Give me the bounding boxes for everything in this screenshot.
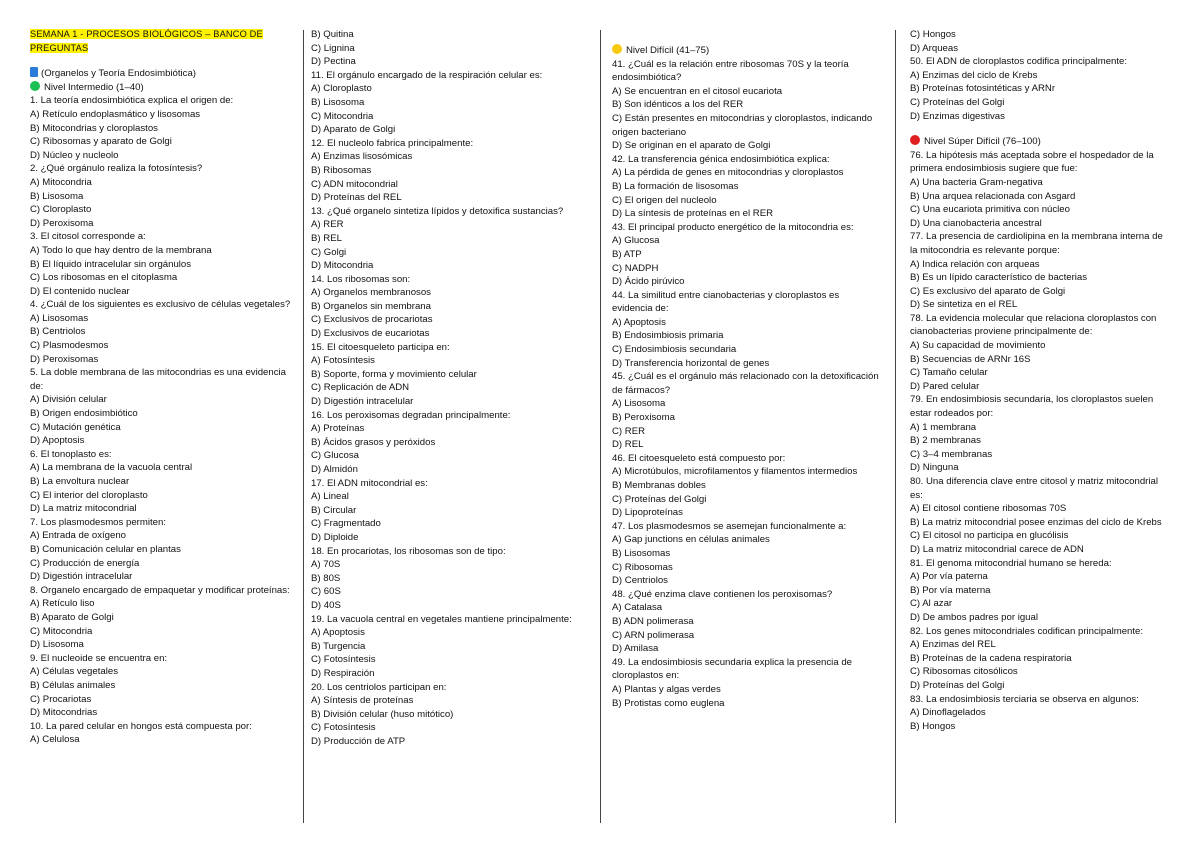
- column-1: [30, 28, 292, 747]
- question-text: 83. La endosimbiosis terciaria se observa en algunos:: [910, 693, 1139, 705]
- answer-option: B) Membranas dobles: [612, 480, 706, 491]
- question-text: 6. El tonoplasto es:: [30, 448, 112, 460]
- answer-option: D) La matriz mitocondrial carece de ADN: [910, 543, 1084, 555]
- column-divider: [895, 30, 896, 823]
- answer-option: C) Mitocondria: [30, 625, 93, 637]
- answer-option: D) Aparato de Golgi: [311, 124, 396, 136]
- answer-option: B) Es un lípido característico de bacterias: [910, 272, 1088, 284]
- answer-option: D) Ninguna: [910, 462, 959, 474]
- answer-option: C) Están presentes en mitocondrias y cloroplastos, indicando origen bacteriano: [612, 112, 873, 138]
- answer-option: C) Los ribosomas en el citoplasma: [30, 272, 178, 284]
- answer-option: A) Apoptosis: [311, 627, 365, 639]
- answer-option: C) Ribosomas y aparato de Golgi: [30, 136, 172, 148]
- answer-option: B) La envoltura nuclear: [30, 476, 130, 487]
- answer-option: B) Lisosoma: [30, 190, 84, 202]
- answer-option: B) La formación de lisosomas: [612, 180, 739, 192]
- answer-option: D) Se originan en el aparato de Golgi: [612, 140, 771, 152]
- answer-option: D) Núcleo y nucleolo: [30, 149, 119, 161]
- answer-option: C) Fotosíntesis: [311, 654, 376, 666]
- answer-option: A) Catalasa: [612, 602, 663, 614]
- answer-option: B) Aparato de Golgi: [30, 611, 114, 623]
- question-list: [612, 58, 880, 711]
- answer-option: B) 80S: [311, 572, 341, 584]
- answer-option: D) Almidón: [311, 464, 358, 475]
- answer-option: C) Cloroplasto: [30, 204, 92, 216]
- answer-option: D) 40S: [311, 599, 341, 611]
- answer-option: C) NADPH: [612, 262, 659, 274]
- column-3: [612, 44, 880, 710]
- question-text: 1. La teoría endosimbiótica explica el origen de:: [30, 95, 234, 107]
- answer-option: A) Proteínas: [311, 423, 365, 435]
- answer-option: D) La matriz mitocondrial: [30, 503, 137, 515]
- answer-option: A) Organelos membranosos: [311, 287, 431, 299]
- answer-option: D) De ambos padres por igual: [910, 611, 1038, 623]
- answer-option: C) Proteínas del Golgi: [910, 96, 1005, 108]
- answer-option: D) Peroxisomas: [30, 353, 99, 365]
- answer-option: D) Proteínas del REL: [311, 192, 402, 204]
- question-text: 45. ¿Cuál es el orgánulo más relacionado con la detoxificación de fármacos?: [612, 371, 879, 396]
- book-icon: [30, 67, 38, 77]
- level-heading-super: Nivel Súper Difícil (76–100): [910, 135, 1172, 149]
- answer-option: D) Diploide: [311, 531, 359, 543]
- question-text: 17. El ADN mitocondrial es:: [311, 477, 428, 489]
- answer-option: C) Lignina: [311, 42, 355, 54]
- answer-option: B) División celular (huso mitótico): [311, 708, 454, 720]
- answer-option: D) Respiración: [311, 667, 375, 679]
- question-text: 44. La similitud entre cianobacterias y cloroplastos es evidencia de:: [612, 289, 840, 315]
- green-circle-icon: [30, 81, 40, 91]
- answer-option: C) Hongos: [910, 29, 956, 40]
- answer-option: A) Entrada de oxígeno: [30, 530, 127, 542]
- answer-option: A) Gap junctions en células animales: [612, 534, 770, 546]
- answer-option: D) Lipoproteínas: [612, 507, 683, 519]
- question-text: 2. ¿Qué orgánulo realiza la fotosíntesis?: [30, 163, 203, 175]
- answer-option: B) Son idénticos a los del RER: [612, 99, 744, 111]
- answer-option: C) Tamaño celular: [910, 367, 988, 379]
- answer-option: A) Síntesis de proteínas: [311, 695, 414, 707]
- answer-option: C) El interior del cloroplasto: [30, 489, 148, 501]
- answer-option: B) La matriz mitocondrial posee enzimas del ciclo de Krebs: [910, 516, 1162, 528]
- question-text: 15. El citoesqueleto participa en:: [311, 341, 450, 353]
- answer-option: D) Producción de ATP: [311, 735, 406, 747]
- answer-option: C) Glucosa: [311, 450, 359, 462]
- answer-option: B) REL: [311, 232, 342, 244]
- answer-option: C) Producción de energía: [30, 557, 140, 569]
- answer-option: C) Endosimbiosis secundaria: [612, 344, 737, 356]
- answer-option: D) Pared celular: [910, 380, 980, 392]
- column-2: [311, 28, 583, 748]
- question-text: 41. ¿Cuál es la relación entre ribosomas 70S y la teoría endosimbiótica?: [612, 58, 849, 84]
- section-heading: (Organelos y Teoría Endosimbiótica): [30, 67, 292, 81]
- answer-option: A) Por vía paterna: [910, 571, 988, 583]
- answer-option: B) ADN polimerasa: [612, 615, 694, 627]
- question-text: 82. Los genes mitocondriales codifican principalmente:: [910, 625, 1144, 637]
- answer-option: D) Pectina: [311, 56, 356, 68]
- question-text: 13. ¿Qué organelo sintetiza lípidos y detoxifica sustancias?: [311, 205, 564, 217]
- answer-option: D) Mitocondrias: [30, 707, 98, 719]
- answer-option: C) Fragmentado: [311, 518, 381, 530]
- answer-option: D) Arqueas: [910, 42, 958, 54]
- answer-option: D) Transferencia horizontal de genes: [612, 357, 770, 369]
- answer-option: D) Se sintetiza en el REL: [910, 299, 1018, 311]
- question-text: 78. La evidencia molecular que relaciona cloroplastos con cianobacterias proviene principalmente de:: [910, 312, 1157, 338]
- answer-option: A) Apoptosis: [612, 316, 666, 328]
- question-text: 42. La transferencia génica endosimbiótica explica:: [612, 153, 830, 165]
- answer-option: C) Mitocondria: [311, 110, 374, 122]
- question-text: 77. La presencia de cardiolipina en la membrana interna de la mitocondria es relevante porque:: [910, 231, 1163, 256]
- question-text: 81. El genoma mitocondrial humano se hereda:: [910, 557, 1112, 569]
- question-text: 19. La vacuola central en vegetales mantiene principalmente:: [311, 613, 572, 625]
- question-list: [30, 94, 292, 747]
- answer-option: A) Células vegetales: [30, 666, 118, 678]
- answer-option: C) Es exclusivo del aparato de Golgi: [910, 285, 1066, 297]
- question-text: 79. En endosimbiosis secundaria, los cloroplastos suelen estar rodeados por:: [910, 394, 1154, 420]
- question-text: 7. Los plasmodesmos permiten:: [30, 516, 166, 528]
- question-text: 43. El principal producto energético de la mitocondria es:: [612, 221, 854, 233]
- level-heading-intermedio: Nivel Intermedio (1–40): [30, 81, 292, 95]
- question-list: [910, 28, 1172, 123]
- answer-option: A) Lisosoma: [612, 398, 666, 410]
- answer-option: A) Todo lo que hay dentro de la membrana: [30, 244, 212, 256]
- answer-option: B) Una arquea relacionada con Asgard: [910, 190, 1076, 202]
- answer-option: C) ADN mitocondrial: [311, 178, 398, 190]
- answer-option: C) Procariotas: [30, 693, 92, 705]
- answer-option: B) Protistas como euglena: [612, 697, 725, 709]
- answer-option: B) Lisosoma: [311, 96, 365, 108]
- question-text: 10. La pared celular en hongos está compuesta por:: [30, 720, 252, 732]
- answer-option: B) 2 membranas: [910, 435, 981, 447]
- question-text: 46. El citoesqueleto está compuesto por:: [612, 452, 786, 464]
- question-text: 9. El nucleoide se encuentra en:: [30, 652, 168, 664]
- answer-option: C) El origen del nucleolo: [612, 194, 717, 206]
- answer-option: B) Por vía materna: [910, 584, 991, 596]
- answer-option: B) Ribosomas: [311, 164, 372, 176]
- question-text: 48. ¿Qué enzima clave contienen los peroxisomas?: [612, 588, 833, 600]
- answer-option: C) Al azar: [910, 598, 953, 610]
- answer-option: C) Replicación de ADN: [311, 382, 410, 394]
- answer-option: A) Fotosíntesis: [311, 355, 375, 367]
- answer-option: C) Ribosomas citosólicos: [910, 666, 1018, 678]
- answer-option: A) La membrana de la vacuola central: [30, 462, 193, 474]
- answer-option: D) Proteínas del Golgi: [910, 679, 1005, 691]
- red-circle-icon: [910, 135, 920, 145]
- answer-option: D) Mitocondria: [311, 260, 374, 272]
- answer-option: A) Enzimas lisosómicas: [311, 151, 413, 163]
- answer-option: D) La síntesis de proteínas en el RER: [612, 208, 774, 220]
- answer-option: A) Cloroplasto: [311, 83, 372, 95]
- answer-option: D) Una cianobacteria ancestral: [910, 217, 1042, 229]
- answer-option: B) Origen endosimbiótico: [30, 408, 138, 420]
- column-divider: [600, 30, 601, 823]
- answer-option: C) Fotosíntesis: [311, 722, 376, 734]
- answer-option: C) Una eucariota primitiva con núcleo: [910, 204, 1070, 216]
- answer-option: C) Plasmodesmos: [30, 340, 109, 352]
- answer-option: B) Peroxisoma: [612, 412, 675, 424]
- answer-option: D) Lisosoma: [30, 639, 84, 651]
- question-text: 11. El orgánulo encargado de la respiración celular es:: [311, 69, 543, 81]
- answer-option: D) Enzimas digestivas: [910, 110, 1005, 122]
- answer-option: A) División celular: [30, 394, 107, 406]
- answer-option: A) Retículo liso: [30, 598, 95, 610]
- answer-option: B) Células animales: [30, 679, 116, 691]
- answer-option: D) El contenido nuclear: [30, 285, 130, 297]
- answer-option: D) Digestión intracelular: [311, 396, 414, 408]
- answer-option: A) Dinoflagelados: [910, 707, 986, 719]
- answer-option: C) Mutación genética: [30, 421, 121, 433]
- answer-option: A) Retículo endoplasmático y lisosomas: [30, 108, 201, 120]
- answer-option: B) Lisosomas: [612, 547, 671, 559]
- answer-option: C) Ribosomas: [612, 561, 673, 573]
- answer-option: A) Enzimas del ciclo de Krebs: [910, 69, 1038, 81]
- answer-option: A) Celulosa: [30, 734, 80, 746]
- question-text: 5. La doble membrana de las mitocondrias es una evidencia de:: [30, 367, 286, 392]
- answer-option: B) Secuencias de ARNr 16S: [910, 353, 1031, 365]
- answer-option: D) Amilasa: [612, 643, 659, 655]
- answer-option: A) Plantas y algas verdes: [612, 683, 721, 695]
- question-text: 76. La hipótesis más aceptada sobre el hospedador de la primera endosimbiosis sugiere que fue:: [910, 149, 1154, 175]
- question-text: 8. Organelo encargado de empaquetar y modificar proteínas:: [30, 584, 290, 596]
- question-text: 50. El ADN de cloroplastos codifica principalmente:: [910, 56, 1128, 68]
- answer-option: B) Proteínas fotosintéticas y ARNr: [910, 83, 1056, 95]
- column-4: [910, 28, 1172, 733]
- answer-option: B) Endosimbiosis primaria: [612, 330, 724, 342]
- answer-option: A) Lineal: [311, 491, 349, 503]
- answer-option: B) Comunicación celular en plantas: [30, 543, 181, 555]
- answer-option: D) Apoptosis: [30, 435, 85, 447]
- answer-option: C) RER: [612, 425, 646, 437]
- answer-option: B) Mitocondrias y cloroplastos: [30, 122, 158, 134]
- answer-option: D) REL: [612, 439, 644, 451]
- answer-option: A) Enzimas del REL: [910, 639, 996, 651]
- column-divider: [303, 30, 304, 823]
- answer-option: D) Exclusivos de eucariotas: [311, 328, 430, 340]
- answer-option: B) Turgencia: [311, 640, 366, 652]
- question-text: 14. Los ribosomas son:: [311, 273, 411, 285]
- question-text: 18. En procariotas, los ribosomas son de tipo:: [311, 545, 506, 557]
- answer-option: A) 1 membrana: [910, 421, 977, 433]
- answer-option: A) Mitocondria: [30, 176, 92, 188]
- answer-option: C) ARN polimerasa: [612, 629, 695, 641]
- question-list: [311, 28, 583, 748]
- question-text: 3. El citosol corresponde a:: [30, 231, 146, 243]
- answer-option: C) El citosol no participa en glucólisis: [910, 530, 1069, 542]
- question-text: 47. Los plasmodesmos se asemejan funcionalmente a:: [612, 520, 847, 532]
- answer-option: A) Microtúbulos, microfilamentos y filamentos intermedios: [612, 466, 858, 478]
- answer-option: B) El líquido intracelular sin orgánulos: [30, 258, 192, 270]
- answer-option: D) Centriolos: [612, 575, 668, 587]
- answer-option: C) Exclusivos de procariotas: [311, 314, 433, 326]
- answer-option: A) 70S: [311, 559, 341, 571]
- answer-option: B) Hongos: [910, 720, 956, 732]
- answer-option: C) 3–4 membranas: [910, 448, 993, 460]
- question-text: 49. La endosimbiosis secundaria explica la presencia de cloroplastos en:: [612, 656, 852, 682]
- answer-option: B) Proteínas de la cadena respiratoria: [910, 652, 1072, 664]
- answer-option: C) 60S: [311, 586, 341, 598]
- question-list: [910, 149, 1172, 734]
- answer-option: A) Su capacidad de movimiento: [910, 340, 1046, 352]
- answer-option: D) Ácido pirúvico: [612, 276, 685, 288]
- answer-option: B) Ácidos grasos y peróxidos: [311, 436, 436, 448]
- answer-option: B) Organelos sin membrana: [311, 300, 431, 312]
- answer-option: D) Digestión intracelular: [30, 571, 133, 583]
- yellow-circle-icon: [612, 44, 622, 54]
- answer-option: A) Glucosa: [612, 235, 660, 247]
- answer-option: A) Una bacteria Gram-negativa: [910, 176, 1043, 188]
- level-heading-dificil: Nivel Difícil (41–75): [612, 44, 880, 58]
- question-text: 12. El nucleolo fabrica principalmente:: [311, 137, 474, 149]
- answer-option: B) Circular: [311, 504, 357, 516]
- question-text: 20. Los centriolos participan en:: [311, 681, 447, 693]
- question-text: 4. ¿Cuál de los siguientes es exclusivo de células vegetales?: [30, 299, 291, 311]
- answer-option: C) Proteínas del Golgi: [612, 493, 707, 505]
- answer-option: A) El citosol contiene ribosomas 70S: [910, 503, 1067, 515]
- answer-option: D) Peroxisoma: [30, 217, 94, 229]
- answer-option: C) Golgi: [311, 246, 347, 258]
- answer-option: B) Soporte, forma y movimiento celular: [311, 368, 477, 380]
- answer-option: B) Centriolos: [30, 326, 86, 338]
- answer-option: B) Quitina: [311, 29, 354, 40]
- answer-option: B) ATP: [612, 248, 642, 260]
- answer-option: A) Indica relación con arqueas: [910, 258, 1040, 270]
- document-title: SEMANA 1 - PROCESOS BIOLÓGICOS – BANCO DE PREGUNTAS: [30, 29, 263, 53]
- answer-option: A) Se encuentran en el citosol eucariota: [612, 85, 783, 97]
- answer-option: A) Lisosomas: [30, 312, 89, 324]
- answer-option: A) La pérdida de genes en mitocondrias y cloroplastos: [612, 167, 844, 179]
- question-text: 80. Una diferencia clave entre citosol y matriz mitocondrial es:: [910, 476, 1158, 501]
- answer-option: A) RER: [311, 219, 344, 231]
- question-text: 16. Los peroxisomas degradan principalmente:: [311, 409, 511, 421]
